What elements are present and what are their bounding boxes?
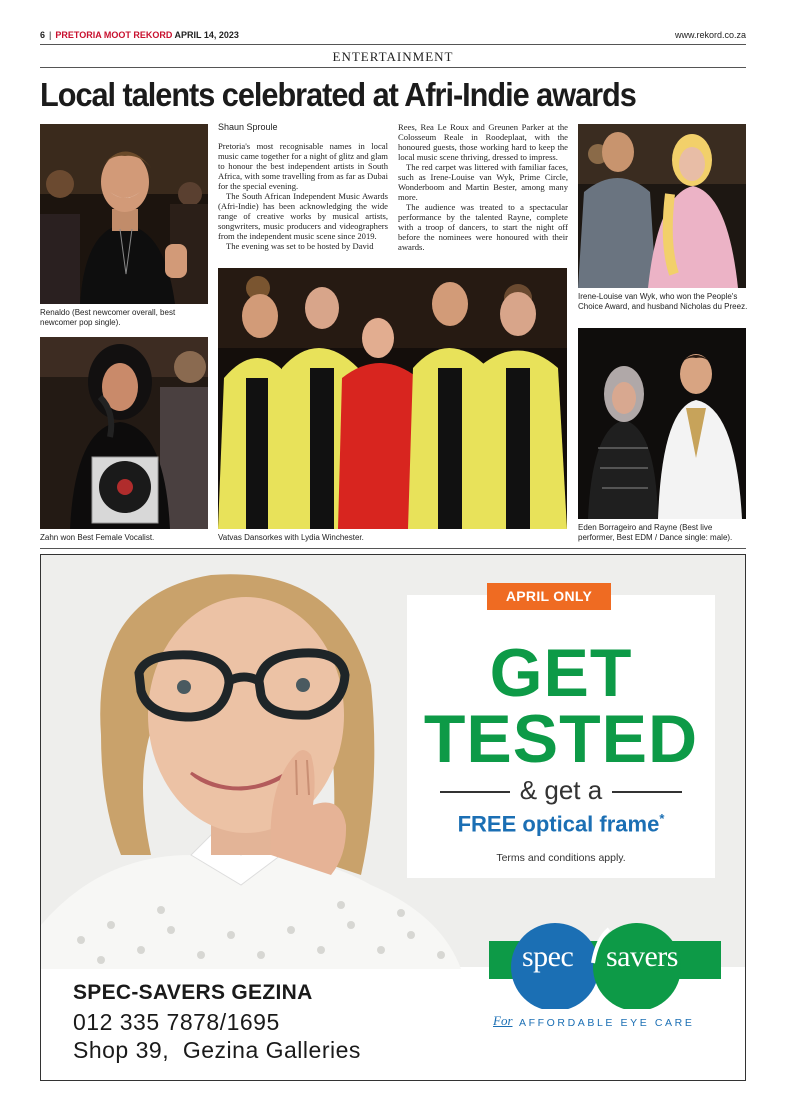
and-get-a-text: & get a xyxy=(519,775,603,805)
caption-zahn: Zahn won Best Female Vocalist. xyxy=(40,533,155,542)
headline: Local talents celebrated at Afri-Indie awards xyxy=(40,76,636,113)
logo-text-spec: spec xyxy=(522,940,574,973)
offer-subline xyxy=(407,775,715,806)
offer-headline-get: GET xyxy=(489,635,633,711)
paragraph: The audience was treated to a spectacular performance by the talented Rayne, complete with a troop of dancers, to start the night off before the nominees were honoured with their awards. xyxy=(398,202,568,252)
logo-text-savers: savers xyxy=(606,940,678,973)
store-address: Shop 39, Gezina Galleries xyxy=(73,1037,361,1063)
header-left xyxy=(40,30,239,40)
free-frame-label: FREE optical frame xyxy=(457,811,660,837)
caption-vatvas: Vatvas Dansorkes with Lydia Winchester. xyxy=(218,533,364,542)
store-phone[interactable]: 012 335 7878/1695 xyxy=(73,1009,280,1035)
photo-eden-rayne xyxy=(578,328,746,519)
photo-vatvas-group xyxy=(218,268,567,529)
logo-tagline: AFFORDABLE EYE CARE xyxy=(519,1017,695,1029)
paragraph: The evening was set to be hosted by David xyxy=(226,241,374,251)
divider-right xyxy=(612,791,682,793)
asterisk: * xyxy=(659,811,665,826)
paragraph: The red carpet was littered with familiar faces, such as Irene-Louise van Wyk, Prime Circle, Wonderboom and Martin Bester, among many more. xyxy=(398,162,568,202)
newspaper-name: PRETORIA MOOT REKORD xyxy=(55,30,173,40)
article-column-1 xyxy=(218,122,388,251)
offer-headline-tested: TESTED xyxy=(423,701,699,777)
paragraph: The South African Independent Music Awards (Afri-Indie) has been acknowledging the wide range of creative works by musical artists, songwriters, music producers and videographers from the independent music scene since 2019. xyxy=(218,191,388,241)
page-number: 6 xyxy=(40,30,46,40)
photo-irene-louise xyxy=(578,124,746,288)
paragraph: Pretoria's most recognisable names in local music came together for a night of glitz and glam to honour the best independent artists in South Africa, with some travelling from as far as Dubai for the special evening. xyxy=(218,141,388,191)
article-bottom-rule xyxy=(40,548,746,549)
section-title: ENTERTAINMENT xyxy=(332,49,454,64)
caption-eden-rayne: Eden Borrageiro and Rayne (Best live performer, Best EDM / Dance single: male). xyxy=(578,523,733,542)
photo-zahn xyxy=(40,337,208,529)
article-column-2 xyxy=(398,122,568,252)
header-rule xyxy=(40,44,746,45)
divider-left xyxy=(440,791,510,793)
april-only-badge: APRIL ONLY xyxy=(487,583,611,610)
header-separator: | xyxy=(49,30,52,40)
store-name: SPEC-SAVERS GEZINA xyxy=(73,981,313,1004)
byline: Shaun Sproule xyxy=(218,122,278,132)
page-header xyxy=(40,30,746,44)
paragraph: Rees, Rea Le Roux and Greunen Parker at the Colosseum Reale in Roodeplaat, with the honoured guests, those working hard to keep the local music scene thriving, dressed to impress. xyxy=(398,122,568,162)
logo-for: For xyxy=(493,1013,513,1028)
photo-renaldo xyxy=(40,124,208,304)
terms-text: Terms and conditions apply. xyxy=(496,852,626,864)
caption-irene-louise: Irene-Louise van Wyk, who won the People's Choice Award, and husband Nicholas du Preez. xyxy=(578,292,748,311)
caption-renaldo: Renaldo (Best newcomer overall, best newcomer pop single). xyxy=(40,308,176,327)
specsavers-advert xyxy=(40,554,746,1081)
website-url[interactable]: www.rekord.co.za xyxy=(674,30,746,40)
issue-date: APRIL 14, 2023 xyxy=(174,30,239,40)
free-frame-text xyxy=(407,811,715,837)
section-rule xyxy=(40,67,746,68)
